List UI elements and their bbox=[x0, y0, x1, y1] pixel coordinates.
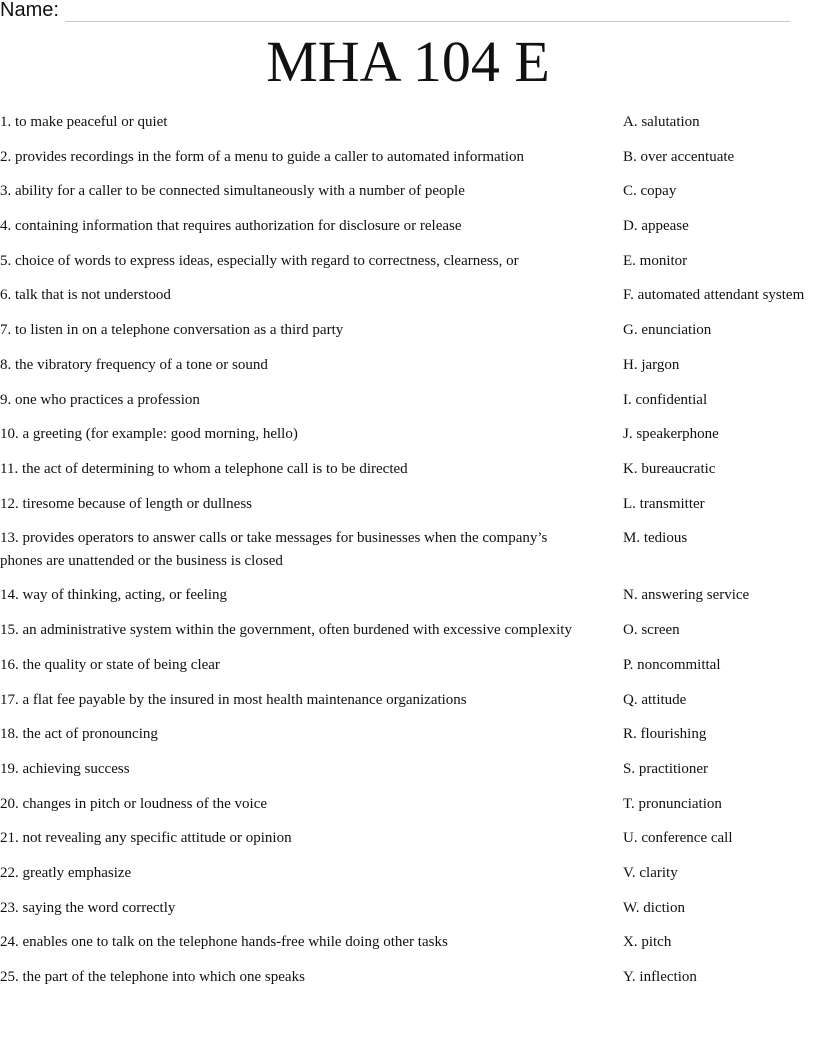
column-gap bbox=[590, 493, 623, 516]
term-text: O. screen bbox=[623, 622, 680, 639]
page-title: MHA 104 E bbox=[266, 29, 550, 94]
term-text: T. pronunciation bbox=[623, 795, 722, 812]
list-item bbox=[0, 758, 816, 781]
list-item bbox=[0, 689, 816, 712]
matching-list bbox=[0, 111, 816, 1001]
column-gap bbox=[590, 458, 623, 481]
definition-text: 22. greatly emphasize bbox=[0, 864, 132, 881]
term-text: U. conference call bbox=[623, 830, 733, 847]
column-gap bbox=[590, 654, 623, 677]
list-item bbox=[0, 180, 816, 203]
list-item bbox=[0, 527, 816, 572]
term-text: W. diction bbox=[623, 899, 685, 916]
definition-text: 1. to make peaceful or quiet bbox=[0, 114, 168, 130]
term-text: K. bureaucratic bbox=[623, 460, 716, 477]
list-item bbox=[0, 493, 816, 516]
list-item bbox=[0, 654, 816, 677]
column-gap bbox=[590, 389, 623, 412]
term-text: J. speakerphone bbox=[623, 426, 719, 443]
list-item bbox=[0, 111, 816, 134]
list-item bbox=[0, 793, 816, 816]
list-item bbox=[0, 966, 816, 989]
definition-text: 25. the part of the telephone into which one speaks bbox=[0, 969, 305, 985]
column-gap bbox=[590, 215, 623, 238]
column-gap bbox=[590, 354, 623, 377]
definition-text: 2. provides recordings in the form of a menu to guide a caller to automated information bbox=[0, 148, 525, 165]
column-gap bbox=[590, 897, 623, 920]
term-text: H. jargon bbox=[623, 356, 680, 373]
term-text: D. appease bbox=[623, 218, 689, 235]
list-item bbox=[0, 723, 816, 746]
list-item bbox=[0, 827, 816, 850]
definition-text: 9. one who practices a profession bbox=[0, 391, 200, 408]
name-blank-line[interactable] bbox=[65, 6, 790, 22]
column-gap bbox=[590, 319, 623, 342]
list-item bbox=[0, 146, 816, 169]
list-item bbox=[0, 862, 816, 885]
column-gap bbox=[590, 584, 623, 607]
list-item bbox=[0, 250, 816, 273]
definition-text: 3. ability for a caller to be connected simultaneously with a number of people bbox=[0, 183, 465, 200]
definition-text: 11. the act of determining to whom a telephone call is to be directed bbox=[0, 460, 408, 477]
definition-text: 8. the vibratory frequency of a tone or sound bbox=[0, 356, 268, 373]
list-item bbox=[0, 354, 816, 377]
column-gap bbox=[590, 966, 623, 989]
column-gap bbox=[590, 111, 623, 134]
list-item bbox=[0, 389, 816, 412]
definition-text: 6. talk that is not understood bbox=[0, 287, 171, 304]
term-text: S. practitioner bbox=[623, 760, 708, 777]
list-item bbox=[0, 897, 816, 920]
term-text: A. salutation bbox=[623, 114, 700, 130]
term-text: P. noncommittal bbox=[623, 656, 721, 673]
term-text: F. automated attendant system bbox=[623, 287, 805, 304]
term-text: Q. attitude bbox=[623, 691, 687, 708]
term-text: Y. inflection bbox=[623, 969, 697, 985]
list-item bbox=[0, 584, 816, 607]
list-item bbox=[0, 458, 816, 481]
definition-text: 24. enables one to talk on the telephone hands-free while doing other tasks bbox=[0, 934, 448, 951]
definition-text: 12. tiresome because of length or dullness bbox=[0, 495, 253, 512]
column-gap bbox=[590, 793, 623, 816]
definition-text: 15. an administrative system within the government, often burdened with excessive complexity bbox=[0, 622, 572, 639]
term-text: X. pitch bbox=[623, 934, 672, 951]
column-gap bbox=[590, 723, 623, 746]
term-text: B. over accentuate bbox=[623, 148, 735, 165]
column-gap bbox=[590, 146, 623, 169]
list-item bbox=[0, 319, 816, 342]
name-label: Name: bbox=[0, 0, 59, 21]
column-gap bbox=[590, 931, 623, 954]
column-gap bbox=[590, 689, 623, 712]
definition-text: 23. saying the word correctly bbox=[0, 899, 176, 916]
term-text: N. answering service bbox=[623, 587, 750, 604]
column-gap bbox=[590, 758, 623, 781]
definition-text: 14. way of thinking, acting, or feeling bbox=[0, 587, 228, 604]
list-item bbox=[0, 619, 816, 642]
term-text: I. confidential bbox=[623, 391, 708, 408]
term-text: V. clarity bbox=[623, 864, 678, 881]
definition-text: 7. to listen in on a telephone conversation as a third party bbox=[0, 322, 344, 339]
list-item bbox=[0, 931, 816, 954]
column-gap bbox=[590, 423, 623, 446]
term-text: L. transmitter bbox=[623, 495, 705, 512]
definition-text: 10. a greeting (for example: good morning, hello) bbox=[0, 426, 298, 443]
term-text: M. tedious bbox=[623, 530, 688, 547]
column-gap bbox=[590, 619, 623, 642]
definition-text: 21. not revealing any specific attitude or opinion bbox=[0, 830, 292, 847]
definition-text: 19. achieving success bbox=[0, 760, 130, 777]
column-gap bbox=[590, 180, 623, 203]
list-item bbox=[0, 284, 816, 307]
list-item bbox=[0, 423, 816, 446]
column-gap bbox=[590, 527, 623, 572]
term-text: R. flourishing bbox=[623, 726, 707, 743]
definition-text: 5. choice of words to express ideas, especially with regard to correctness, clearness, or bbox=[0, 252, 519, 269]
column-gap bbox=[590, 250, 623, 273]
definition-text: 18. the act of pronouncing bbox=[0, 726, 158, 743]
column-gap bbox=[590, 862, 623, 885]
list-item bbox=[0, 215, 816, 238]
column-gap bbox=[590, 284, 623, 307]
term-text: G. enunciation bbox=[623, 322, 712, 339]
definition-text: 13. provides operators to answer calls or take messages for businesses when the company’s phones are unattended or the business is closed bbox=[0, 530, 548, 569]
name-row bbox=[0, 0, 790, 22]
term-text: C. copay bbox=[623, 183, 677, 200]
definition-text: 4. containing information that requires authorization for disclosure or release bbox=[0, 218, 462, 235]
definition-text: 20. changes in pitch or loudness of the voice bbox=[0, 795, 268, 812]
column-gap bbox=[590, 827, 623, 850]
definition-text: 16. the quality or state of being clear bbox=[0, 656, 220, 673]
definition-text: 17. a flat fee payable by the insured in most health maintenance organizations bbox=[0, 691, 467, 708]
term-text: E. monitor bbox=[623, 252, 688, 269]
